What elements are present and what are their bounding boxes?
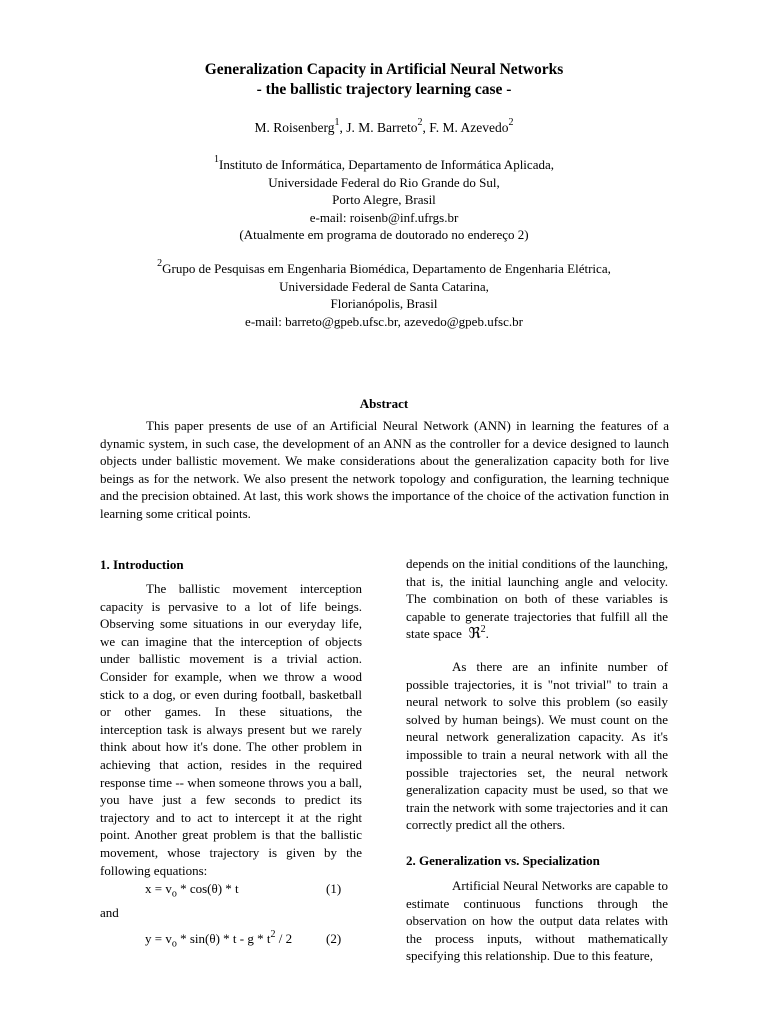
author-1-affil: 1 xyxy=(334,117,340,128)
equation-1-number: (1) xyxy=(326,881,342,896)
affiliation-1-note: (Atualmente em programa de doutorado no endereço 2) xyxy=(239,227,529,242)
abstract-text: This paper presents de use of an Artificial Neural Network (ANN) in learning the features of a dynamic system, in such case, the development of an ANN as the controller for a device designed to launch objects under ballistic movement. We make considerations about the generalization capacity both for live beings as for the network. We also present the network topology and configuration, the learning technique and the precision obtained. At last, this work shows the importance of the choice of the activation function in learning some critical points. xyxy=(100,418,669,521)
affiliation-2-email[interactable]: e-mail: barreto@gpeb.ufsc.br, azevedo@gpeb.ufsc.br xyxy=(245,313,523,329)
author-1: M. Roisenberg xyxy=(254,120,335,135)
section-1-body xyxy=(100,580,362,879)
section-1-heading: 1. Introduction xyxy=(100,557,184,572)
right-column-body xyxy=(406,555,668,834)
section-1-paragraph: The ballistic movement interception capacity is pervasive to a lot of life beings. Observing some situations in our everyday life, we can imagine that the interception of objects under ballistic movement is a trivial action. Consider for example, when we throw a wood stick to a dog, or even during football, basketball or other games. In these situations, the interception task is always present but we rarely think about how it's done. The other problem in achieving that action, resides in the required response time -- when someone throws you a ball, you have just a few seconds to predict its trajectory and to act to intercept it at the right point. Another great problem is that the ballistic movement, whose trajectory is given by the following equations: xyxy=(100,581,362,878)
right-paragraph-2: As there are an infinite number of possible trajectories, it is "not trivial" to train a neural network to solve this problem (so easily solved by human beings). We must count on the neural network generalization capacity. As it's impossible to train a neural network with all the possible trajectories set, the neural network generalization capacity must be used, so that we train the network with some trajectories and it can correctly predict all the others. xyxy=(406,658,668,833)
title-line-2: - the ballistic trajectory learning case - xyxy=(256,81,512,98)
affiliation-2-number: 2 xyxy=(157,258,163,269)
affiliation-1-number: 1 xyxy=(214,154,219,165)
author-3-affil: 2 xyxy=(508,117,514,128)
section-2-paragraph: Artificial Neural Networks are capable to estimate continuous functions through the observation on how the output data relates with the process inputs, without mathematically specifying this relationship. Due to this feature, xyxy=(406,878,668,964)
author-2-affil: 2 xyxy=(417,117,423,128)
affiliation-1-email[interactable]: e-mail: roisenb@inf.ufrgs.br xyxy=(309,209,459,225)
paper-title xyxy=(0,60,768,100)
section-2-body xyxy=(406,877,668,965)
affiliation-1 xyxy=(0,156,768,244)
affiliation-2 xyxy=(0,260,768,330)
conjunction-and: and xyxy=(100,905,119,920)
real-number-symbol: ℜ xyxy=(468,626,481,643)
title-line-1: Generalization Capacity in Artificial Neural Networks xyxy=(204,61,564,78)
equation-2-number: (2) xyxy=(326,931,342,946)
author-3: , F. M. Azevedo xyxy=(422,120,509,135)
affiliation-2-group: Grupo de Pesquisas em Engenharia Biomédica, Departamento de Engenharia Elétrica, xyxy=(162,261,611,276)
author-2: , J. M. Barreto xyxy=(339,120,418,135)
section-2-heading: 2. Generalization vs. Specialization xyxy=(406,853,600,868)
affiliation-1-city: Porto Alegre, Brasil xyxy=(332,192,436,207)
affiliation-2-university: Universidade Federal de Santa Catarina, xyxy=(279,278,489,294)
abstract-heading: Abstract xyxy=(359,396,409,411)
equation-2: $y = v_o * \sin(\theta) * t - g * t^2 / 2$ xyxy=(145,929,293,950)
affiliation-1-institute: Instituto de Informática, Departamento de Informática Aplicada, xyxy=(219,157,554,172)
affiliation-2-city: Florianópolis, Brasil xyxy=(330,296,438,311)
equation-1: $x = v_o * \cos(\theta) * t$ xyxy=(145,881,239,900)
author-list xyxy=(0,117,768,136)
right-paragraph-1: depends on the initial conditions of the launching, that is, the initial launching angle and velocity. The combination on both of these variables is capable to generate trajectories that fulfill all the state space ℜ$^2$. xyxy=(406,556,668,643)
affiliation-1-university: Universidade Federal do Rio Grande do Sul, xyxy=(268,174,500,190)
abstract-body xyxy=(100,417,669,523)
